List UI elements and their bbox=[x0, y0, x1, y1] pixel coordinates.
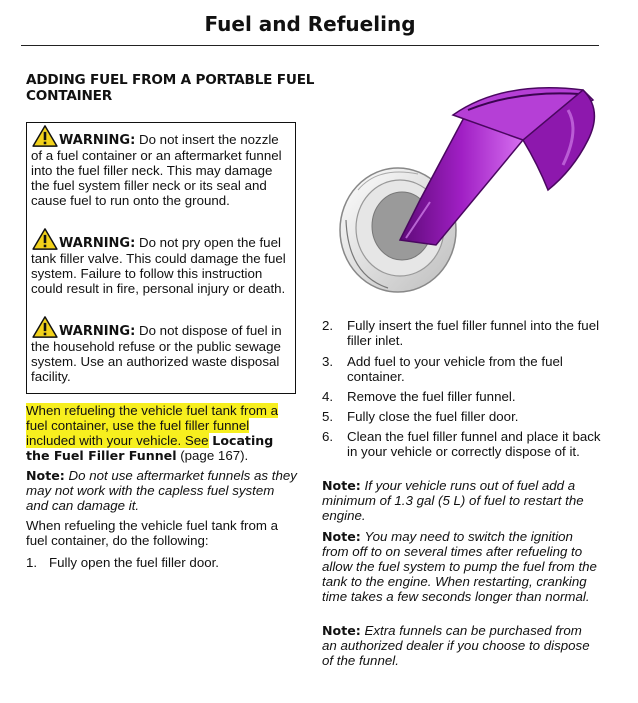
warning-triangle-icon bbox=[31, 316, 59, 338]
step-number: 4. bbox=[322, 389, 334, 404]
warning-triangle-icon bbox=[31, 125, 59, 147]
step-text: Fully open the fuel filler door. bbox=[49, 555, 220, 570]
page-reference: (page 167). bbox=[180, 448, 249, 463]
note-ignition bbox=[322, 529, 597, 604]
warning-label: WARNING: bbox=[59, 324, 136, 339]
warning-triangle-icon bbox=[31, 228, 59, 250]
funnel-paragraph bbox=[26, 403, 298, 463]
page-title: Fuel and Refueling bbox=[204, 12, 416, 36]
warning-2 bbox=[31, 228, 293, 296]
step-number: 5. bbox=[322, 409, 334, 424]
title-divider bbox=[21, 45, 599, 46]
note-label: Note: bbox=[322, 529, 361, 544]
note-label: Note: bbox=[26, 468, 65, 483]
step-text: Clean the fuel filler funnel and place it back in your vehicle or correctly dispose of it. bbox=[347, 429, 601, 459]
intro-paragraph: When refueling the vehicle fuel tank from a fuel container, do the following: bbox=[26, 518, 279, 548]
locating-funnel-link[interactable]: Locating the Fuel Filler Funnel bbox=[26, 433, 274, 463]
note-text: Do not use aftermarket funnels as they may not work with the capless fuel system and can damage it. bbox=[26, 468, 297, 513]
step-number: 1. bbox=[26, 555, 38, 570]
note-run-out bbox=[322, 478, 597, 523]
fuel-filler-funnel-illustration bbox=[318, 70, 608, 310]
step-number: 6. bbox=[322, 429, 334, 444]
note-label: Note: bbox=[322, 478, 361, 493]
note-text: You may need to switch the ignition from off to on several times after refueling to allow the fuel system to pump the fuel from the tank to the engine. When restarting, cranking time takes a few seconds longer than normal. bbox=[322, 529, 597, 604]
step-text: Add fuel to your vehicle from the fuel container. bbox=[347, 354, 563, 384]
step-number: 2. bbox=[322, 318, 334, 333]
note-extra-funnels bbox=[322, 623, 597, 668]
section-heading: ADDING FUEL FROM A PORTABLE FUEL CONTAINER bbox=[26, 72, 315, 104]
step-1 bbox=[26, 555, 298, 570]
warning-text: Do not pry open the fuel tank filler valve. This could damage the fuel system. Failure to follow this instruction could result in fire, personal injury or death. bbox=[31, 235, 286, 296]
warning-label: WARNING: bbox=[59, 133, 136, 148]
warning-box bbox=[26, 122, 296, 394]
warning-1 bbox=[31, 125, 293, 208]
note-text: If your vehicle runs out of fuel add a minimum of 1.3 gal (5 L) of fuel to restart the engine. bbox=[322, 478, 584, 523]
warning-text: Do not dispose of fuel in the household refuse or the public sewage system. Use an authorized waste disposal facility. bbox=[31, 323, 282, 384]
step-number: 3. bbox=[322, 354, 334, 369]
warning-text: Do not insert the nozzle of a fuel container or an aftermarket funnel into the fuel filler neck. This may damage the fuel system filler neck or its seal and cause fuel to run onto the ground. bbox=[31, 132, 282, 208]
note-aftermarket bbox=[26, 468, 298, 513]
step-text: Remove the fuel filler funnel. bbox=[347, 389, 516, 404]
highlighted-text: When refueling the vehicle fuel tank from a fuel container, use the fuel filler funnel included with your vehicle. bbox=[26, 403, 279, 448]
warning-label: WARNING: bbox=[59, 236, 136, 251]
step-text: Fully close the fuel filler door. bbox=[347, 409, 519, 424]
warning-3 bbox=[31, 316, 293, 384]
note-label: Note: bbox=[322, 623, 361, 638]
step-text: Fully insert the fuel filler funnel into the fuel filler inlet. bbox=[347, 318, 600, 348]
note-text: Extra funnels can be purchased from an authorized dealer if you choose to dispose of the funnel. bbox=[322, 623, 590, 668]
see-text: See bbox=[184, 433, 209, 448]
